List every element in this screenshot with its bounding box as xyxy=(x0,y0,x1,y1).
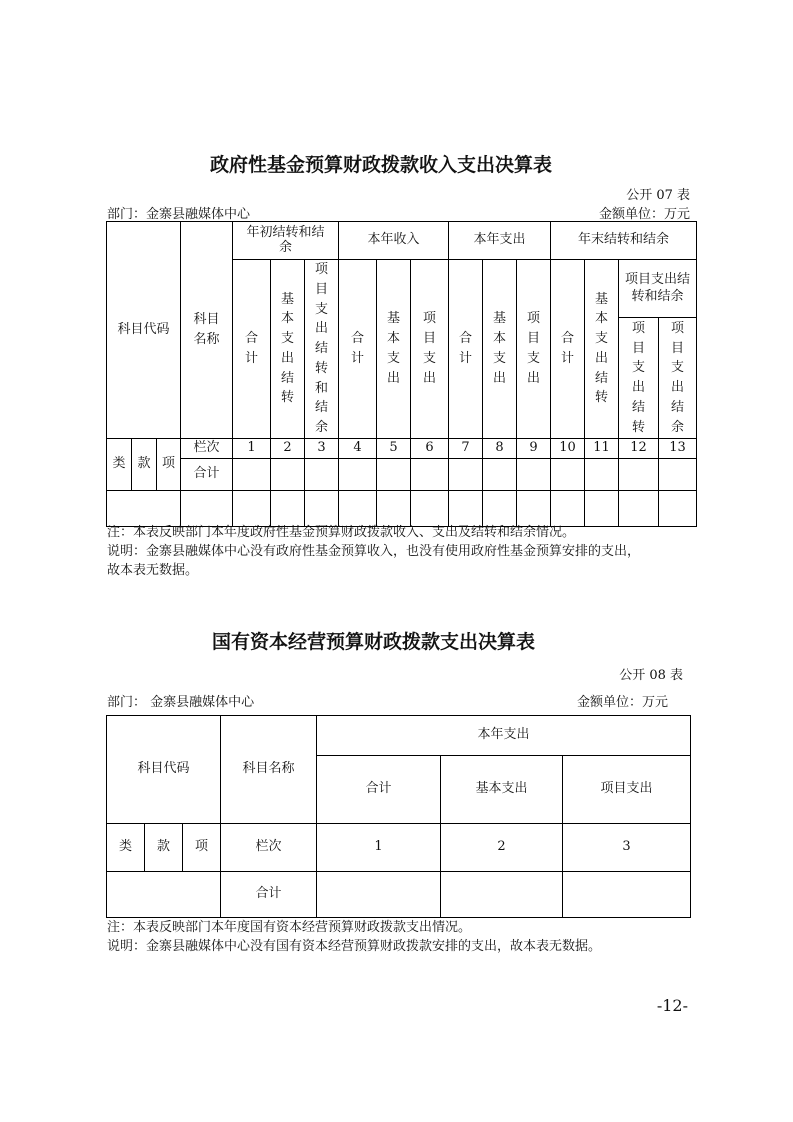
closing-project-surplus-header: 项目支出结余 xyxy=(659,318,697,438)
table-cell xyxy=(377,458,411,490)
table-cell xyxy=(377,490,411,526)
table08-explanation: 说明：金寨县融媒体中心没有国有资本经营预算财政拨款安排的支出，故本表无数据。 xyxy=(107,939,602,954)
table08-department: 部门： 金寨县融媒体中心 xyxy=(107,695,255,710)
col-num: 7 xyxy=(449,438,483,458)
table-cell xyxy=(339,458,377,490)
col-num: 8 xyxy=(483,438,517,458)
table-cell xyxy=(551,458,585,490)
table-cell xyxy=(271,458,305,490)
table-cell xyxy=(619,458,659,490)
table-cell xyxy=(517,458,551,490)
col-num: 5 xyxy=(377,438,411,458)
total-header: 合计 xyxy=(317,756,441,824)
section-header: 款 xyxy=(132,438,157,490)
expense-header: 本年支出 xyxy=(317,716,691,756)
sum-label: 合计 xyxy=(221,872,317,918)
row-label: 栏次 xyxy=(221,824,317,872)
cat-header: 类 xyxy=(107,824,145,872)
row-label: 栏次 xyxy=(181,438,233,458)
table-cell xyxy=(271,490,305,526)
table08 xyxy=(106,715,691,918)
table-cell xyxy=(585,490,619,526)
opening-basic-header: 基本支出结转 xyxy=(271,260,305,439)
table-cell xyxy=(483,490,517,526)
table-cell xyxy=(619,490,659,526)
table-cell xyxy=(585,458,619,490)
table07 xyxy=(106,221,697,527)
basic-expense-header: 基本支出 xyxy=(441,756,563,824)
table-cell xyxy=(317,872,441,918)
item-header: 项 xyxy=(157,438,181,490)
expense-header: 本年支出 xyxy=(449,222,551,260)
expense-total-header: 合计 xyxy=(449,260,483,439)
col-num: 1 xyxy=(233,438,271,458)
table07-code: 公开 07 表 xyxy=(626,188,690,203)
expense-basic-header: 基本支出 xyxy=(483,260,517,439)
col-num: 4 xyxy=(339,438,377,458)
sum-label: 合计 xyxy=(181,458,233,490)
col-num: 3 xyxy=(305,438,339,458)
table07-department: 部门：金寨县融媒体中心 xyxy=(107,207,251,222)
section-header: 款 xyxy=(145,824,183,872)
cat-header: 类 xyxy=(107,438,132,490)
table07-note: 注：本表反映部门本年度政府性基金预算财政拨款收入、支出及结转和结余情况。 xyxy=(107,525,576,540)
subject-code-header: 科目代码 xyxy=(107,716,221,824)
income-header: 本年收入 xyxy=(339,222,449,260)
table08-title: 国有资本经营预算财政拨款支出决算表 xyxy=(212,631,536,653)
page-number: -12- xyxy=(656,996,688,1015)
table-cell xyxy=(563,872,691,918)
subject-name-header: 科目名称 xyxy=(181,222,233,439)
col-num: 10 xyxy=(551,438,585,458)
table07-unit: 金额单位：万元 xyxy=(598,207,690,222)
closing-project-transfer-header: 项目支出结转 xyxy=(619,318,659,438)
table08-note: 注：本表反映部门本年度国有资本经营预算财政拨款支出情况。 xyxy=(107,920,472,935)
closing-basic-header: 基本支出结转 xyxy=(585,260,619,439)
table-cell xyxy=(305,458,339,490)
subject-code-header: 科目代码 xyxy=(107,222,181,439)
table-cell xyxy=(411,458,449,490)
table-cell xyxy=(441,872,563,918)
table-cell xyxy=(233,490,271,526)
table-cell xyxy=(411,490,449,526)
col-num: 1 xyxy=(317,824,441,872)
table-cell xyxy=(305,490,339,526)
expense-project-header: 项目支出 xyxy=(517,260,551,439)
table-cell xyxy=(483,458,517,490)
table07-explanation-line2: 故本表无数据。 xyxy=(107,563,199,578)
table07-title: 政府性基金预算财政拨款收入支出决算表 xyxy=(210,154,553,176)
opening-balance-header: 年初结转和结余 xyxy=(233,222,339,260)
table-cell xyxy=(339,490,377,526)
table07-notes xyxy=(107,523,697,580)
closing-total-header: 合计 xyxy=(551,260,585,439)
project-expense-header: 项目支出 xyxy=(563,756,691,824)
opening-total-header: 合计 xyxy=(233,260,271,439)
closing-balance-header: 年末结转和结余 xyxy=(551,222,697,260)
col-num: 13 xyxy=(659,438,697,458)
table-cell xyxy=(551,490,585,526)
subject-name-header: 科目名称 xyxy=(221,716,317,824)
col-num: 2 xyxy=(271,438,305,458)
income-basic-header: 基本支出 xyxy=(377,260,411,439)
table08-code: 公开 08 表 xyxy=(619,668,683,683)
col-num: 12 xyxy=(619,438,659,458)
col-num: 3 xyxy=(563,824,691,872)
table-cell xyxy=(107,872,221,918)
table-cell xyxy=(449,458,483,490)
table08-unit: 金额单位：万元 xyxy=(576,695,668,710)
table-cell xyxy=(181,490,233,526)
table-cell xyxy=(659,490,697,526)
table-cell xyxy=(659,458,697,490)
col-num: 6 xyxy=(411,438,449,458)
table-cell xyxy=(233,458,271,490)
col-num: 2 xyxy=(441,824,563,872)
col-num: 11 xyxy=(585,438,619,458)
col-num: 9 xyxy=(517,438,551,458)
item-header: 项 xyxy=(183,824,221,872)
income-project-header: 项目支出 xyxy=(411,260,449,439)
table07-explanation-line1: 说明：金寨县融媒体中心没有政府性基金预算收入，也没有使用政府性基金预算安排的支出， xyxy=(107,544,641,559)
table-cell xyxy=(517,490,551,526)
closing-project-group-header: 项目支出结转和结余 xyxy=(619,260,697,318)
opening-project-header: 项目支出结转和结余 xyxy=(305,260,339,439)
income-total-header: 合计 xyxy=(339,260,377,439)
table-cell xyxy=(449,490,483,526)
table08-notes xyxy=(107,918,697,956)
table-cell xyxy=(107,490,181,526)
